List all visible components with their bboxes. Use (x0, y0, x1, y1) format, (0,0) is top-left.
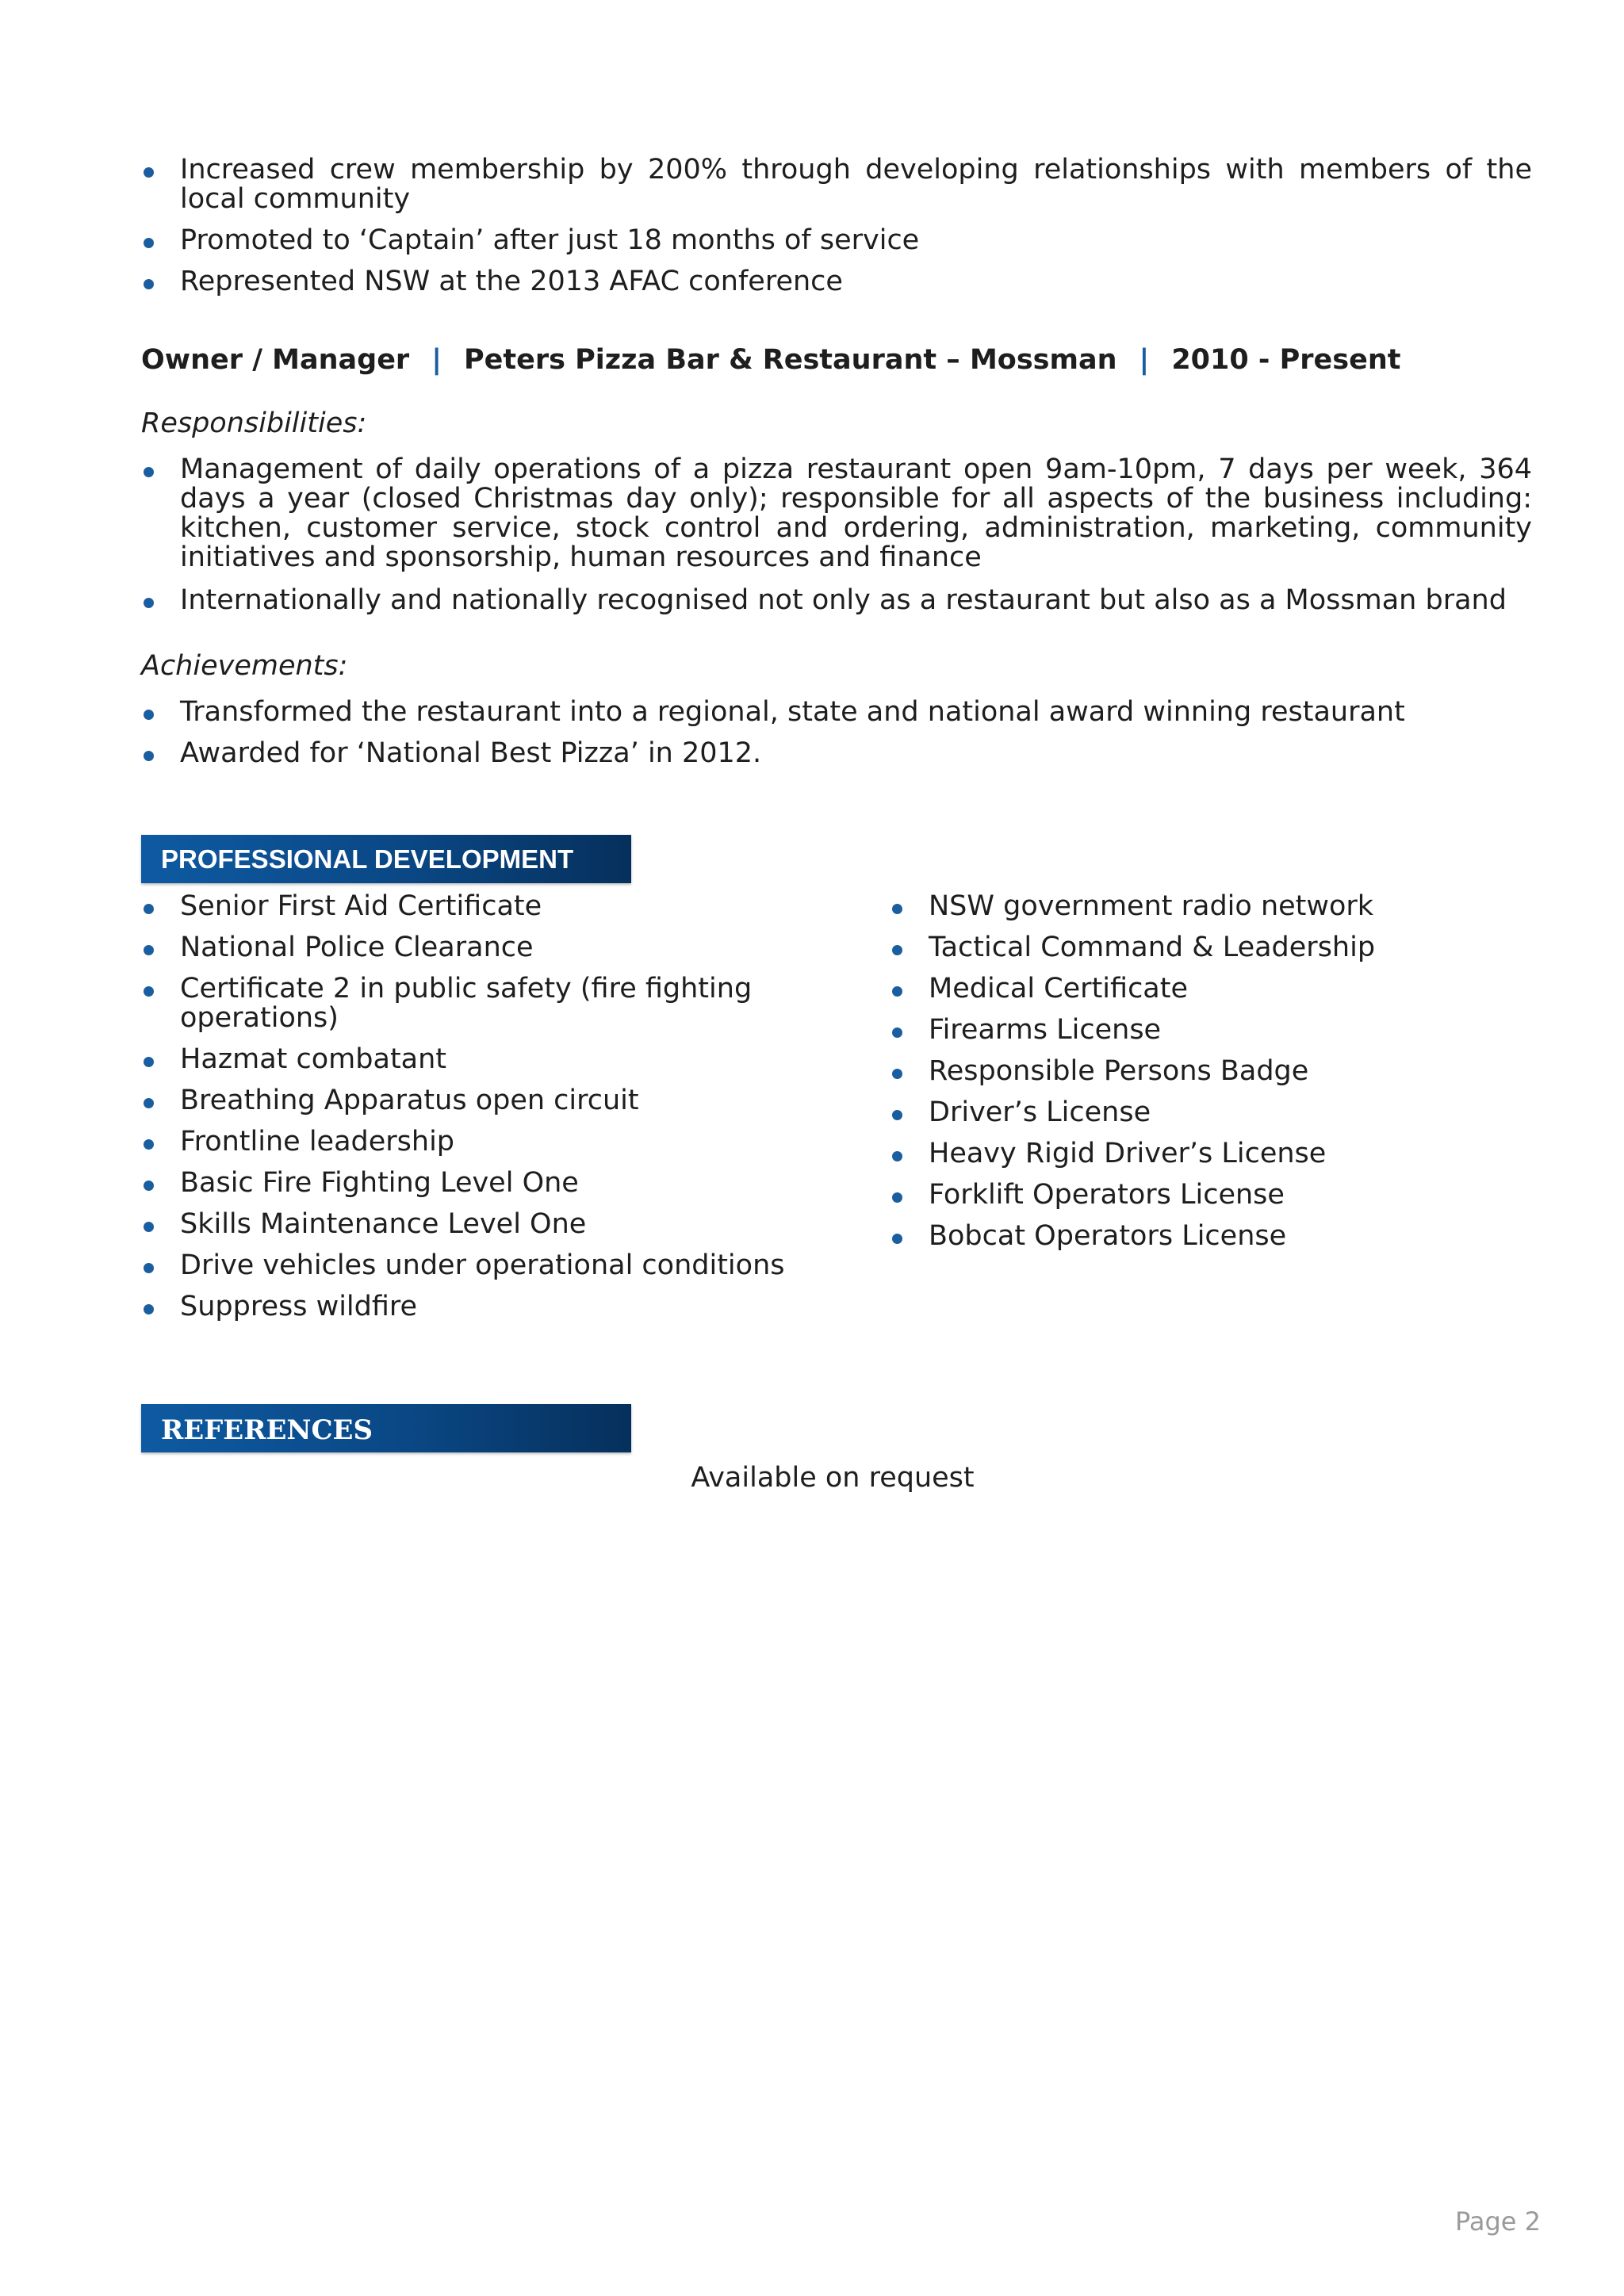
bullet-icon (144, 1304, 154, 1314)
separator: | (1139, 344, 1150, 376)
bullet-icon (144, 1057, 154, 1067)
bullet-icon (144, 467, 154, 477)
list-item: Firearms License (890, 1016, 1532, 1045)
list-item: Awarded for ‘National Best Pizza’ in 2012. (141, 739, 1532, 768)
list-item: National Police Clearance (141, 933, 791, 962)
list-item: Transformed the restaurant into a regional, state and national award winning restaurant (141, 698, 1532, 727)
list-item: Basic Fire Fighting Level One (141, 1169, 791, 1198)
bullet-icon (144, 1222, 154, 1232)
job-dates: 2010 - Present (1171, 344, 1401, 376)
list-item: Hazmat combatant (141, 1045, 791, 1074)
bullet-icon (892, 1234, 902, 1244)
bullet-icon (892, 1027, 902, 1038)
list-item: Internationally and nationally recognised not only as a restaurant but also as a Mossman brand (141, 586, 1532, 615)
list-item: Promoted to ‘Captain’ after just 18 months of service (141, 226, 1532, 255)
list-item: NSW government radio network (890, 892, 1532, 921)
list-item: Tactical Command & Leadership (890, 933, 1532, 962)
bullet-icon (144, 238, 154, 248)
list-item: Medical Certificate (890, 974, 1532, 1004)
job-title: Owner / Manager (141, 344, 410, 376)
bullet-icon (144, 986, 154, 997)
list-item: Senior First Aid Certificate (141, 892, 791, 921)
bullet-icon (144, 945, 154, 955)
bullet-icon (144, 751, 154, 761)
bullet-icon (892, 1110, 902, 1120)
list-item: Responsible Persons Badge (890, 1057, 1532, 1086)
bullet-icon (144, 1263, 154, 1273)
list-item: Breathing Apparatus open circuit (141, 1086, 791, 1115)
bullet-icon (144, 167, 154, 178)
bullet-icon (144, 598, 154, 608)
bullet-icon (144, 279, 154, 289)
list-item: Skills Maintenance Level One (141, 1210, 791, 1239)
list-item: Frontline leadership (141, 1127, 791, 1157)
list-item: Increased crew membership by 200% through developing relationships with members of the local community (141, 155, 1532, 214)
section-heading-references: REFERENCES (141, 1404, 631, 1452)
separator: | (431, 344, 442, 376)
job-employer: Peters Pizza Bar & Restaurant – Mossman (464, 344, 1117, 376)
list-item: Drive vehicles under operational conditions (141, 1251, 791, 1280)
page-number: Page 2 (1455, 2206, 1541, 2237)
section-heading-professional-development: PROFESSIONAL DEVELOPMENT (141, 835, 631, 883)
bullet-icon (144, 904, 154, 914)
list-item: Management of daily operations of a pizza restaurant open 9am-10pm, 7 days per week, 364 days a year (closed Christmas day only); responsible for all aspects of the business including: kitchen, customer service, stock control and ordering, administration, marketing, community initiatives and sponsorship, human resources and finance (141, 455, 1532, 572)
list-item: Represented NSW at the 2013 AFAC conference (141, 267, 1532, 297)
list-item: Heavy Rigid Driver’s License (890, 1139, 1532, 1169)
list-item: Bobcat Operators License (890, 1222, 1532, 1251)
professional-development-left-list (141, 892, 791, 1334)
bullet-icon (892, 1151, 902, 1161)
bullet-icon (144, 710, 154, 720)
bullet-icon (144, 1139, 154, 1150)
list-item: Suppress wildfire (141, 1292, 791, 1322)
list-item: Forklift Operators License (890, 1181, 1532, 1210)
job-heading (141, 346, 1532, 375)
responsibilities-list (141, 455, 1532, 629)
previous-role-achievements (141, 155, 1532, 297)
bullet-icon (892, 904, 902, 914)
list-item: Certificate 2 in public safety (fire fighting operations) (141, 974, 791, 1033)
bullet-icon (892, 1192, 902, 1203)
bullet-icon (892, 1069, 902, 1079)
achievements-list (141, 698, 1532, 768)
achievements-label: Achievements: (141, 650, 348, 682)
bullet-icon (892, 945, 902, 955)
bullet-icon (892, 986, 902, 997)
bullet-icon (144, 1098, 154, 1108)
references-text: Available on request (691, 1462, 975, 1494)
list-item: Driver’s License (890, 1098, 1532, 1127)
bullet-icon (144, 1181, 154, 1191)
responsibilities-label: Responsibilities: (141, 408, 367, 439)
professional-development-right-list (890, 892, 1532, 1263)
